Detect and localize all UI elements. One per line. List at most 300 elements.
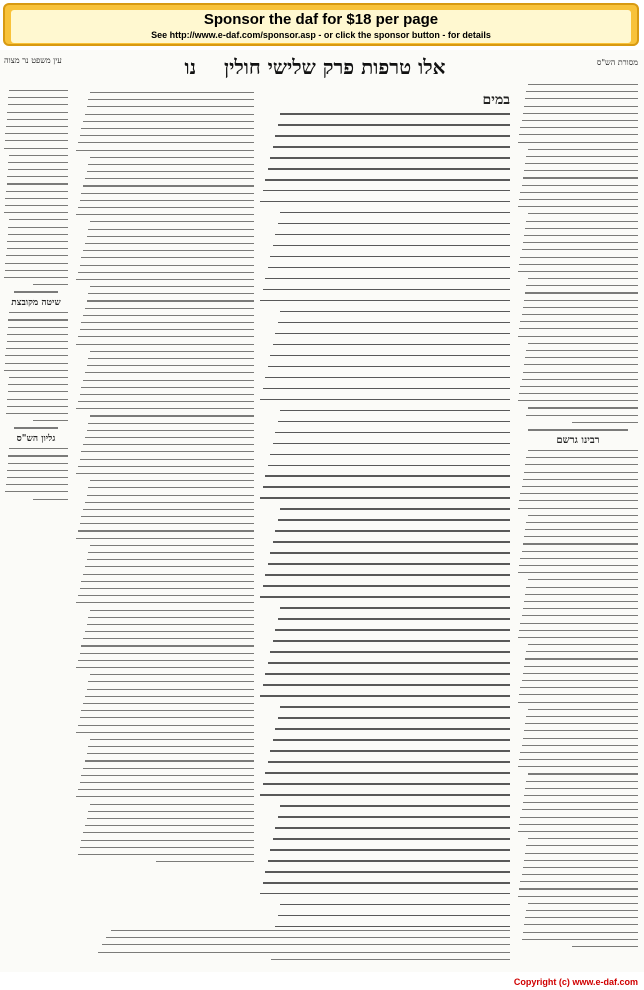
text-line xyxy=(78,789,254,790)
text-line xyxy=(106,937,510,938)
text-line xyxy=(80,523,254,524)
text-line xyxy=(5,133,68,134)
text-line xyxy=(90,804,254,805)
text-line xyxy=(85,631,254,632)
text-line xyxy=(90,351,254,352)
text-line xyxy=(87,559,254,560)
text-line xyxy=(278,124,511,126)
text-line xyxy=(8,319,68,320)
text-line xyxy=(519,199,638,200)
text-line xyxy=(519,759,638,760)
text-line xyxy=(87,365,254,366)
text-line xyxy=(528,709,638,710)
text-line xyxy=(9,448,68,449)
text-line xyxy=(80,200,254,201)
text-line xyxy=(85,372,254,373)
text-line xyxy=(518,271,638,272)
text-line xyxy=(7,341,68,342)
text-line xyxy=(526,716,638,717)
text-line xyxy=(90,480,254,481)
text-line xyxy=(280,607,510,609)
text-line xyxy=(524,106,638,107)
text-line xyxy=(273,443,511,445)
folio-number: נו xyxy=(184,55,197,79)
text-line xyxy=(528,407,638,408)
text-line xyxy=(528,903,638,904)
text-line xyxy=(4,277,68,278)
text-line xyxy=(81,710,254,711)
text-line xyxy=(275,530,510,532)
text-line xyxy=(5,491,68,492)
text-line xyxy=(526,587,638,588)
text-line xyxy=(5,140,68,141)
text-line xyxy=(78,466,254,467)
text-line xyxy=(83,380,254,381)
text-line xyxy=(519,328,638,329)
text-line xyxy=(85,760,254,761)
text-line xyxy=(275,135,510,137)
text-line xyxy=(278,322,511,324)
text-line xyxy=(280,904,510,906)
text-line xyxy=(524,300,638,301)
text-line xyxy=(526,845,638,846)
text-line xyxy=(88,293,254,294)
text-line xyxy=(265,179,510,181)
text-line xyxy=(280,311,510,313)
text-line xyxy=(522,314,638,315)
text-line xyxy=(526,156,638,157)
text-line xyxy=(5,205,68,206)
text-line xyxy=(87,430,254,431)
text-line xyxy=(260,893,510,895)
text-line xyxy=(260,596,510,598)
text-line xyxy=(522,185,638,186)
tosafot-text-block xyxy=(76,92,254,862)
text-line xyxy=(83,638,254,639)
gemara-column xyxy=(260,92,510,928)
text-line xyxy=(88,164,254,165)
text-line xyxy=(522,120,638,121)
text-line xyxy=(268,465,511,467)
text-line xyxy=(525,723,638,724)
text-line xyxy=(522,939,638,940)
text-line xyxy=(526,91,638,92)
text-line xyxy=(524,730,638,731)
text-line xyxy=(6,484,68,485)
rashi-column xyxy=(518,84,638,962)
text-line xyxy=(525,464,638,465)
text-line xyxy=(268,267,511,269)
text-line xyxy=(525,529,638,530)
text-line xyxy=(270,651,510,653)
text-line xyxy=(76,214,254,215)
text-line xyxy=(83,768,254,769)
text-line xyxy=(268,860,511,862)
text-line xyxy=(8,234,68,235)
text-line xyxy=(525,163,638,164)
text-line xyxy=(524,924,638,925)
text-line xyxy=(78,142,254,143)
text-line xyxy=(87,236,254,237)
text-line xyxy=(528,773,638,774)
text-line xyxy=(88,746,254,747)
text-line xyxy=(90,415,254,416)
text-line xyxy=(5,263,68,264)
text-line xyxy=(273,640,511,642)
text-line xyxy=(278,223,511,225)
text-line xyxy=(80,135,254,136)
text-line xyxy=(518,896,638,897)
rabbeinu-gershom-heading: רבינו גרשם xyxy=(556,435,600,446)
text-line xyxy=(8,463,68,464)
text-line xyxy=(523,307,638,308)
text-line xyxy=(87,753,254,754)
gemara-opening-word: במים xyxy=(482,92,510,108)
text-line xyxy=(80,653,254,654)
text-line xyxy=(525,292,638,293)
text-line xyxy=(270,454,510,456)
text-line xyxy=(523,113,638,114)
text-line xyxy=(522,809,638,810)
text-line xyxy=(518,702,638,703)
text-line xyxy=(528,644,638,645)
text-line xyxy=(268,366,511,368)
shita-mekubetzet-heading: שיטה מקובצת xyxy=(11,298,61,309)
text-line xyxy=(88,99,254,100)
text-line xyxy=(525,853,638,854)
bottom-commentary xyxy=(76,930,510,970)
text-line xyxy=(6,413,68,414)
text-line xyxy=(81,645,254,646)
text-line xyxy=(88,811,254,812)
text-line xyxy=(524,795,638,796)
text-line xyxy=(280,508,510,510)
text-line xyxy=(526,221,638,222)
text-line xyxy=(280,113,510,115)
text-line xyxy=(522,486,638,487)
ein-mishpat-label: עין משפט נר מצוה xyxy=(4,56,62,65)
text-line xyxy=(260,497,510,499)
text-line xyxy=(528,579,638,580)
text-line xyxy=(518,831,638,832)
text-line xyxy=(265,377,510,379)
text-line xyxy=(523,738,638,739)
text-line xyxy=(83,574,254,575)
text-line xyxy=(526,651,638,652)
text-line xyxy=(80,394,254,395)
text-line xyxy=(8,162,68,163)
text-line xyxy=(6,255,68,256)
text-line xyxy=(523,867,638,868)
text-line xyxy=(518,142,638,143)
text-line xyxy=(520,752,638,753)
text-line xyxy=(263,585,511,587)
text-line xyxy=(88,617,254,618)
text-line xyxy=(526,350,638,351)
text-line xyxy=(8,327,68,328)
text-line xyxy=(111,930,510,931)
text-line xyxy=(8,391,68,392)
text-line xyxy=(4,370,68,371)
sponsor-banner-title: Sponsor the daf for $18 per page xyxy=(203,11,439,28)
text-line xyxy=(8,455,68,456)
text-line xyxy=(572,422,638,423)
text-line xyxy=(9,155,68,156)
text-line xyxy=(526,522,638,523)
text-line xyxy=(520,192,638,193)
text-line xyxy=(78,401,254,402)
text-line xyxy=(76,150,254,151)
text-line xyxy=(278,519,511,521)
text-line xyxy=(80,847,254,848)
text-line xyxy=(525,228,638,229)
text-line xyxy=(5,270,68,271)
text-line xyxy=(280,805,510,807)
text-line xyxy=(518,206,638,207)
sponsor-banner-inner xyxy=(11,10,631,43)
text-line xyxy=(528,84,638,85)
text-line xyxy=(275,827,510,829)
text-line xyxy=(78,725,254,726)
text-line xyxy=(260,300,510,302)
text-line xyxy=(85,437,254,438)
text-line xyxy=(265,574,510,576)
text-line xyxy=(78,336,254,337)
text-line xyxy=(520,257,638,258)
text-line xyxy=(87,171,254,172)
text-line xyxy=(85,178,254,179)
text-line xyxy=(280,706,510,708)
text-line xyxy=(33,284,68,285)
text-line xyxy=(87,106,254,107)
text-line xyxy=(524,860,638,861)
text-line xyxy=(273,344,511,346)
text-line xyxy=(76,538,254,539)
text-line xyxy=(278,421,511,423)
text-line xyxy=(518,637,638,638)
text-line xyxy=(90,286,254,287)
text-line xyxy=(33,420,68,421)
margin-notes-block-1 xyxy=(4,90,68,285)
text-line xyxy=(6,348,68,349)
text-line xyxy=(524,364,638,365)
text-line xyxy=(88,423,254,424)
text-line xyxy=(522,874,638,875)
page-title-text: אלו טרפות פרק שלישי חולין xyxy=(224,55,446,79)
text-line xyxy=(90,545,254,546)
text-line xyxy=(523,543,638,544)
text-line xyxy=(90,610,254,611)
text-line xyxy=(523,932,638,933)
text-line xyxy=(263,289,511,291)
text-line xyxy=(83,444,254,445)
text-line xyxy=(270,849,510,851)
text-line xyxy=(523,608,638,609)
text-line xyxy=(85,566,254,567)
text-line xyxy=(524,536,638,537)
text-line xyxy=(76,602,254,603)
text-line xyxy=(87,818,254,819)
text-line xyxy=(522,379,638,380)
text-line xyxy=(265,871,510,873)
text-line xyxy=(85,308,254,309)
text-line xyxy=(519,393,638,394)
text-line xyxy=(519,888,638,889)
text-line xyxy=(102,944,510,945)
text-line xyxy=(90,221,254,222)
text-line xyxy=(524,170,638,171)
sponsor-banner[interactable] xyxy=(3,3,639,46)
text-line xyxy=(88,358,254,359)
margin-notes-block-3 xyxy=(4,448,68,499)
text-line xyxy=(520,386,638,387)
text-line xyxy=(522,551,638,552)
text-line xyxy=(80,459,254,460)
text-line xyxy=(528,343,638,344)
masoret-hashas-label: מסורת הש"ס xyxy=(596,58,638,67)
text-line xyxy=(9,219,68,220)
text-line xyxy=(88,487,254,488)
text-line xyxy=(260,794,510,796)
text-line xyxy=(528,838,638,839)
text-line xyxy=(526,415,638,416)
text-line xyxy=(7,477,68,478)
text-line xyxy=(81,128,254,129)
text-line xyxy=(76,344,254,345)
text-line xyxy=(526,457,638,458)
text-line xyxy=(523,479,638,480)
text-line xyxy=(523,242,638,243)
text-line xyxy=(9,377,68,378)
text-line xyxy=(88,681,254,682)
margin-divider xyxy=(14,291,58,293)
sponsor-banner-subtitle[interactable]: See http://www.e-daf.com/sponsor.asp - or click the sponsor button - for details xyxy=(151,30,491,40)
text-line xyxy=(273,838,511,840)
text-line xyxy=(275,926,510,928)
text-line xyxy=(270,552,510,554)
text-line xyxy=(8,169,68,170)
text-line xyxy=(524,235,638,236)
text-line xyxy=(76,667,254,668)
text-line xyxy=(273,739,511,741)
text-line xyxy=(525,357,638,358)
text-line xyxy=(523,177,638,178)
text-line xyxy=(524,601,638,602)
tosafot-column xyxy=(76,92,254,928)
text-line xyxy=(523,673,638,674)
text-line xyxy=(8,384,68,385)
text-line xyxy=(83,315,254,316)
copyright-footer[interactable]: Copyright (c) www.e-daf.com xyxy=(513,977,638,987)
text-line xyxy=(519,134,638,135)
text-line xyxy=(520,493,638,494)
text-line xyxy=(263,882,511,884)
section-divider xyxy=(528,429,628,431)
text-line xyxy=(520,881,638,882)
text-line xyxy=(9,312,68,313)
text-line xyxy=(7,406,68,407)
text-line xyxy=(88,552,254,553)
text-line xyxy=(270,256,510,258)
text-line xyxy=(519,630,638,631)
text-line xyxy=(85,502,254,503)
text-line xyxy=(260,695,510,697)
talmud-page xyxy=(0,50,644,972)
text-line xyxy=(7,334,68,335)
text-line xyxy=(263,486,511,488)
text-line xyxy=(525,594,638,595)
text-line xyxy=(33,499,68,500)
text-line xyxy=(78,272,254,273)
text-line xyxy=(7,119,68,120)
text-line xyxy=(522,745,638,746)
text-line xyxy=(273,541,511,543)
text-line xyxy=(519,565,638,566)
text-line xyxy=(81,451,254,452)
text-line xyxy=(80,782,254,783)
text-line xyxy=(80,329,254,330)
text-line xyxy=(7,399,68,400)
text-line xyxy=(78,530,254,531)
text-line xyxy=(275,234,510,236)
text-line xyxy=(98,952,510,953)
text-line xyxy=(520,558,638,559)
text-line xyxy=(528,149,638,150)
text-line xyxy=(519,824,638,825)
text-line xyxy=(87,689,254,690)
text-line xyxy=(520,817,638,818)
text-line xyxy=(76,408,254,409)
text-line xyxy=(526,285,638,286)
text-line xyxy=(524,666,638,667)
text-line xyxy=(525,788,638,789)
text-line xyxy=(90,157,254,158)
text-line xyxy=(7,248,68,249)
page-title xyxy=(78,54,552,80)
text-line xyxy=(278,618,511,620)
text-line xyxy=(76,279,254,280)
text-line xyxy=(518,508,638,509)
text-line xyxy=(265,475,510,477)
text-line xyxy=(81,193,254,194)
text-line xyxy=(81,516,254,517)
text-line xyxy=(90,92,254,93)
text-line xyxy=(8,104,68,105)
text-line xyxy=(7,241,68,242)
text-line xyxy=(83,832,254,833)
text-line xyxy=(83,703,254,704)
text-line xyxy=(263,684,511,686)
text-line xyxy=(4,148,68,149)
text-line xyxy=(270,355,510,357)
text-line xyxy=(518,336,638,337)
text-line xyxy=(526,910,638,911)
text-line xyxy=(265,673,510,675)
text-line xyxy=(273,245,511,247)
text-line xyxy=(7,470,68,471)
text-line xyxy=(87,495,254,496)
text-line xyxy=(265,278,510,280)
text-line xyxy=(524,472,638,473)
text-line xyxy=(7,112,68,113)
text-line xyxy=(270,750,510,752)
text-line xyxy=(80,265,254,266)
text-line xyxy=(80,588,254,589)
text-line xyxy=(7,176,68,177)
text-line xyxy=(85,696,254,697)
text-line xyxy=(572,946,638,947)
text-line xyxy=(518,400,638,401)
